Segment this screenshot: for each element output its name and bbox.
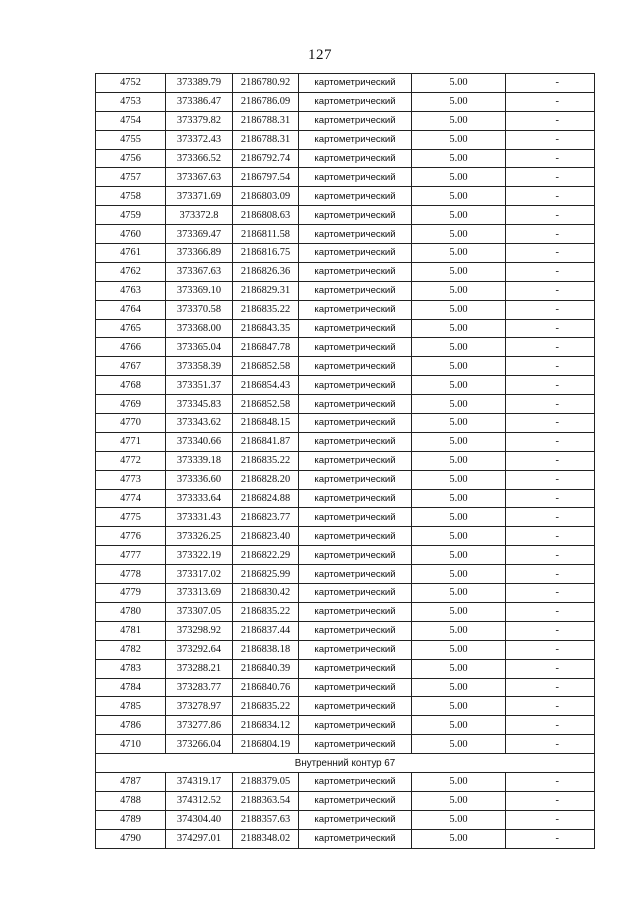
x-coordinate-cell: 373333.64 [166, 489, 233, 508]
method-cell: картометрический [299, 508, 412, 527]
accuracy-cell: 5.00 [412, 470, 506, 489]
note-cell: - [506, 74, 595, 93]
y-coordinate-cell: 2186797.54 [233, 168, 299, 187]
x-coordinate-cell: 373322.19 [166, 546, 233, 565]
note-cell: - [506, 546, 595, 565]
method-cell: картометрический [299, 772, 412, 791]
method-cell: картометрический [299, 829, 412, 848]
x-coordinate-cell: 373339.18 [166, 451, 233, 470]
table-row [96, 621, 595, 640]
table-row [96, 244, 595, 263]
table-row [96, 470, 595, 489]
coordinates-table [95, 73, 595, 849]
y-coordinate-cell: 2186854.43 [233, 376, 299, 395]
table-row [96, 300, 595, 319]
table-row [96, 735, 595, 754]
method-cell: картометрический [299, 92, 412, 111]
point-number-cell: 4767 [96, 357, 166, 376]
note-cell: - [506, 602, 595, 621]
accuracy-cell: 5.00 [412, 489, 506, 508]
accuracy-cell: 5.00 [412, 244, 506, 263]
note-cell: - [506, 300, 595, 319]
accuracy-cell: 5.00 [412, 357, 506, 376]
y-coordinate-cell: 2186834.12 [233, 716, 299, 735]
y-coordinate-cell: 2186843.35 [233, 319, 299, 338]
point-number-cell: 4778 [96, 565, 166, 584]
note-cell: - [506, 111, 595, 130]
note-cell: - [506, 262, 595, 281]
point-number-cell: 4754 [96, 111, 166, 130]
accuracy-cell: 5.00 [412, 262, 506, 281]
y-coordinate-cell: 2188363.54 [233, 791, 299, 810]
method-cell: картометрический [299, 168, 412, 187]
x-coordinate-cell: 373336.60 [166, 470, 233, 489]
table-row [96, 187, 595, 206]
accuracy-cell: 5.00 [412, 640, 506, 659]
y-coordinate-cell: 2186804.19 [233, 735, 299, 754]
table-row [96, 584, 595, 603]
note-cell: - [506, 470, 595, 489]
note-cell: - [506, 432, 595, 451]
point-number-cell: 4768 [96, 376, 166, 395]
x-coordinate-cell: 373317.02 [166, 565, 233, 584]
accuracy-cell: 5.00 [412, 432, 506, 451]
table-row [96, 678, 595, 697]
note-cell: - [506, 678, 595, 697]
note-cell: - [506, 357, 595, 376]
note-cell: - [506, 810, 595, 829]
accuracy-cell: 5.00 [412, 735, 506, 754]
table-row [96, 716, 595, 735]
x-coordinate-cell: 373369.47 [166, 225, 233, 244]
y-coordinate-cell: 2186788.31 [233, 111, 299, 130]
y-coordinate-cell: 2186835.22 [233, 697, 299, 716]
method-cell: картометрический [299, 262, 412, 281]
accuracy-cell: 5.00 [412, 697, 506, 716]
point-number-cell: 4762 [96, 262, 166, 281]
y-coordinate-cell: 2186837.44 [233, 621, 299, 640]
x-coordinate-cell: 374319.17 [166, 772, 233, 791]
contour-header-cell: Внутренний контур 67 [96, 754, 595, 773]
x-coordinate-cell: 373358.39 [166, 357, 233, 376]
point-number-cell: 4787 [96, 772, 166, 791]
y-coordinate-cell: 2186848.15 [233, 414, 299, 433]
accuracy-cell: 5.00 [412, 319, 506, 338]
y-coordinate-cell: 2186840.76 [233, 678, 299, 697]
point-number-cell: 4783 [96, 659, 166, 678]
x-coordinate-cell: 373340.66 [166, 432, 233, 451]
x-coordinate-cell: 373371.69 [166, 187, 233, 206]
point-number-cell: 4710 [96, 735, 166, 754]
table-row [96, 791, 595, 810]
method-cell: картометрический [299, 697, 412, 716]
method-cell: картометрический [299, 640, 412, 659]
y-coordinate-cell: 2186829.31 [233, 281, 299, 300]
accuracy-cell: 5.00 [412, 206, 506, 225]
note-cell: - [506, 527, 595, 546]
table-row [96, 281, 595, 300]
accuracy-cell: 5.00 [412, 395, 506, 414]
accuracy-cell: 5.00 [412, 829, 506, 848]
y-coordinate-cell: 2186816.75 [233, 244, 299, 263]
accuracy-cell: 5.00 [412, 130, 506, 149]
table-row [96, 659, 595, 678]
table-row [96, 262, 595, 281]
method-cell: картометрический [299, 111, 412, 130]
accuracy-cell: 5.00 [412, 225, 506, 244]
y-coordinate-cell: 2186830.42 [233, 584, 299, 603]
y-coordinate-cell: 2186786.09 [233, 92, 299, 111]
point-number-cell: 4776 [96, 527, 166, 546]
page-number: 127 [308, 47, 332, 63]
point-number-cell: 4790 [96, 829, 166, 848]
method-cell: картометрический [299, 716, 412, 735]
note-cell: - [506, 149, 595, 168]
note-cell: - [506, 621, 595, 640]
x-coordinate-cell: 374304.40 [166, 810, 233, 829]
point-number-cell: 4788 [96, 791, 166, 810]
y-coordinate-cell: 2186788.31 [233, 130, 299, 149]
method-cell: картометрический [299, 470, 412, 489]
accuracy-cell: 5.00 [412, 810, 506, 829]
accuracy-cell: 5.00 [412, 772, 506, 791]
point-number-cell: 4779 [96, 584, 166, 603]
x-coordinate-cell: 373266.04 [166, 735, 233, 754]
method-cell: картометрический [299, 225, 412, 244]
x-coordinate-cell: 373307.05 [166, 602, 233, 621]
x-coordinate-cell: 373277.86 [166, 716, 233, 735]
point-number-cell: 4772 [96, 451, 166, 470]
point-number-cell: 4752 [96, 74, 166, 93]
point-number-cell: 4760 [96, 225, 166, 244]
method-cell: картометрический [299, 244, 412, 263]
x-coordinate-cell: 373278.97 [166, 697, 233, 716]
accuracy-cell: 5.00 [412, 300, 506, 319]
point-number-cell: 4755 [96, 130, 166, 149]
note-cell: - [506, 225, 595, 244]
contour-header-row [96, 754, 595, 773]
y-coordinate-cell: 2186823.40 [233, 527, 299, 546]
note-cell: - [506, 414, 595, 433]
method-cell: картометрический [299, 187, 412, 206]
accuracy-cell: 5.00 [412, 111, 506, 130]
method-cell: картометрический [299, 584, 412, 603]
note-cell: - [506, 376, 595, 395]
note-cell: - [506, 489, 595, 508]
point-number-cell: 4773 [96, 470, 166, 489]
note-cell: - [506, 508, 595, 527]
accuracy-cell: 5.00 [412, 149, 506, 168]
table-row [96, 772, 595, 791]
accuracy-cell: 5.00 [412, 565, 506, 584]
method-cell: картометрический [299, 319, 412, 338]
accuracy-cell: 5.00 [412, 508, 506, 527]
y-coordinate-cell: 2186811.58 [233, 225, 299, 244]
table-row [96, 565, 595, 584]
note-cell: - [506, 395, 595, 414]
x-coordinate-cell: 373366.89 [166, 244, 233, 263]
method-cell: картометрический [299, 206, 412, 225]
accuracy-cell: 5.00 [412, 546, 506, 565]
x-coordinate-cell: 373292.64 [166, 640, 233, 659]
accuracy-cell: 5.00 [412, 659, 506, 678]
y-coordinate-cell: 2186808.63 [233, 206, 299, 225]
accuracy-cell: 5.00 [412, 678, 506, 697]
note-cell: - [506, 319, 595, 338]
table-row [96, 111, 595, 130]
point-number-cell: 4784 [96, 678, 166, 697]
method-cell: картометрический [299, 338, 412, 357]
accuracy-cell: 5.00 [412, 621, 506, 640]
accuracy-cell: 5.00 [412, 187, 506, 206]
table-row [96, 357, 595, 376]
note-cell: - [506, 584, 595, 603]
accuracy-cell: 5.00 [412, 338, 506, 357]
table-row [96, 810, 595, 829]
x-coordinate-cell: 373365.04 [166, 338, 233, 357]
method-cell: картометрический [299, 451, 412, 470]
x-coordinate-cell: 373366.52 [166, 149, 233, 168]
note-cell: - [506, 716, 595, 735]
method-cell: картометрический [299, 659, 412, 678]
accuracy-cell: 5.00 [412, 716, 506, 735]
table-row [96, 130, 595, 149]
method-cell: картометрический [299, 527, 412, 546]
table-row [96, 92, 595, 111]
note-cell: - [506, 206, 595, 225]
point-number-cell: 4766 [96, 338, 166, 357]
table-row [96, 508, 595, 527]
point-number-cell: 4769 [96, 395, 166, 414]
x-coordinate-cell: 373298.92 [166, 621, 233, 640]
note-cell: - [506, 187, 595, 206]
table-row [96, 149, 595, 168]
y-coordinate-cell: 2186841.87 [233, 432, 299, 451]
x-coordinate-cell: 373326.25 [166, 527, 233, 546]
method-cell: картометрический [299, 414, 412, 433]
point-number-cell: 4763 [96, 281, 166, 300]
x-coordinate-cell: 373379.82 [166, 111, 233, 130]
point-number-cell: 4786 [96, 716, 166, 735]
note-cell: - [506, 659, 595, 678]
table-row [96, 225, 595, 244]
note-cell: - [506, 829, 595, 848]
y-coordinate-cell: 2186826.36 [233, 262, 299, 281]
table-row [96, 451, 595, 470]
note-cell: - [506, 640, 595, 659]
x-coordinate-cell: 373343.62 [166, 414, 233, 433]
y-coordinate-cell: 2186840.39 [233, 659, 299, 678]
note-cell: - [506, 697, 595, 716]
note-cell: - [506, 130, 595, 149]
accuracy-cell: 5.00 [412, 74, 506, 93]
y-coordinate-cell: 2186825.99 [233, 565, 299, 584]
note-cell: - [506, 735, 595, 754]
x-coordinate-cell: 373389.79 [166, 74, 233, 93]
accuracy-cell: 5.00 [412, 584, 506, 603]
x-coordinate-cell: 373367.63 [166, 262, 233, 281]
y-coordinate-cell: 2186852.58 [233, 357, 299, 376]
accuracy-cell: 5.00 [412, 92, 506, 111]
table-row [96, 697, 595, 716]
table-row [96, 168, 595, 187]
x-coordinate-cell: 373283.77 [166, 678, 233, 697]
table-row [96, 74, 595, 93]
y-coordinate-cell: 2186835.22 [233, 300, 299, 319]
table-row [96, 338, 595, 357]
accuracy-cell: 5.00 [412, 602, 506, 621]
method-cell: картометрический [299, 546, 412, 565]
point-number-cell: 4756 [96, 149, 166, 168]
y-coordinate-cell: 2186828.20 [233, 470, 299, 489]
accuracy-cell: 5.00 [412, 527, 506, 546]
note-cell: - [506, 451, 595, 470]
accuracy-cell: 5.00 [412, 451, 506, 470]
point-number-cell: 4789 [96, 810, 166, 829]
y-coordinate-cell: 2186803.09 [233, 187, 299, 206]
table-row [96, 376, 595, 395]
table-row [96, 527, 595, 546]
note-cell: - [506, 565, 595, 584]
y-coordinate-cell: 2188348.02 [233, 829, 299, 848]
table-row [96, 546, 595, 565]
point-number-cell: 4765 [96, 319, 166, 338]
method-cell: картометрический [299, 489, 412, 508]
coordinates-table-body [96, 74, 595, 849]
note-cell: - [506, 92, 595, 111]
accuracy-cell: 5.00 [412, 414, 506, 433]
method-cell: картометрический [299, 678, 412, 697]
table-row [96, 414, 595, 433]
point-number-cell: 4770 [96, 414, 166, 433]
method-cell: картометрический [299, 602, 412, 621]
point-number-cell: 4753 [96, 92, 166, 111]
x-coordinate-cell: 373372.8 [166, 206, 233, 225]
table-row [96, 489, 595, 508]
y-coordinate-cell: 2186780.92 [233, 74, 299, 93]
method-cell: картометрический [299, 432, 412, 451]
table-row [96, 206, 595, 225]
y-coordinate-cell: 2188357.63 [233, 810, 299, 829]
x-coordinate-cell: 373369.10 [166, 281, 233, 300]
x-coordinate-cell: 373345.83 [166, 395, 233, 414]
point-number-cell: 4780 [96, 602, 166, 621]
x-coordinate-cell: 373386.47 [166, 92, 233, 111]
y-coordinate-cell: 2186852.58 [233, 395, 299, 414]
method-cell: картометрический [299, 357, 412, 376]
accuracy-cell: 5.00 [412, 168, 506, 187]
method-cell: картометрический [299, 735, 412, 754]
point-number-cell: 4757 [96, 168, 166, 187]
point-number-cell: 4777 [96, 546, 166, 565]
x-coordinate-cell: 373368.00 [166, 319, 233, 338]
point-number-cell: 4785 [96, 697, 166, 716]
y-coordinate-cell: 2186847.78 [233, 338, 299, 357]
y-coordinate-cell: 2186822.29 [233, 546, 299, 565]
method-cell: картометрический [299, 149, 412, 168]
method-cell: картометрический [299, 376, 412, 395]
accuracy-cell: 5.00 [412, 791, 506, 810]
accuracy-cell: 5.00 [412, 376, 506, 395]
x-coordinate-cell: 373288.21 [166, 659, 233, 678]
point-number-cell: 4764 [96, 300, 166, 319]
y-coordinate-cell: 2186823.77 [233, 508, 299, 527]
note-cell: - [506, 791, 595, 810]
note-cell: - [506, 338, 595, 357]
method-cell: картометрический [299, 565, 412, 584]
method-cell: картометрический [299, 395, 412, 414]
method-cell: картометрический [299, 281, 412, 300]
note-cell: - [506, 772, 595, 791]
point-number-cell: 4781 [96, 621, 166, 640]
point-number-cell: 4759 [96, 206, 166, 225]
method-cell: картометрический [299, 810, 412, 829]
method-cell: картометрический [299, 74, 412, 93]
point-number-cell: 4774 [96, 489, 166, 508]
note-cell: - [506, 281, 595, 300]
table-row [96, 640, 595, 659]
y-coordinate-cell: 2186838.18 [233, 640, 299, 659]
x-coordinate-cell: 373313.69 [166, 584, 233, 603]
y-coordinate-cell: 2186835.22 [233, 451, 299, 470]
x-coordinate-cell: 374312.52 [166, 791, 233, 810]
method-cell: картометрический [299, 300, 412, 319]
x-coordinate-cell: 374297.01 [166, 829, 233, 848]
method-cell: картометрический [299, 621, 412, 640]
table-row [96, 395, 595, 414]
table-row [96, 319, 595, 338]
point-number-cell: 4771 [96, 432, 166, 451]
note-cell: - [506, 244, 595, 263]
y-coordinate-cell: 2186835.22 [233, 602, 299, 621]
x-coordinate-cell: 373331.43 [166, 508, 233, 527]
x-coordinate-cell: 373351.37 [166, 376, 233, 395]
x-coordinate-cell: 373372.43 [166, 130, 233, 149]
point-number-cell: 4761 [96, 244, 166, 263]
x-coordinate-cell: 373367.63 [166, 168, 233, 187]
note-cell: - [506, 168, 595, 187]
table-row [96, 602, 595, 621]
point-number-cell: 4758 [96, 187, 166, 206]
table-row [96, 829, 595, 848]
method-cell: картометрический [299, 791, 412, 810]
point-number-cell: 4775 [96, 508, 166, 527]
y-coordinate-cell: 2186824.88 [233, 489, 299, 508]
table-row [96, 432, 595, 451]
point-number-cell: 4782 [96, 640, 166, 659]
x-coordinate-cell: 373370.58 [166, 300, 233, 319]
accuracy-cell: 5.00 [412, 281, 506, 300]
method-cell: картометрический [299, 130, 412, 149]
y-coordinate-cell: 2188379.05 [233, 772, 299, 791]
y-coordinate-cell: 2186792.74 [233, 149, 299, 168]
